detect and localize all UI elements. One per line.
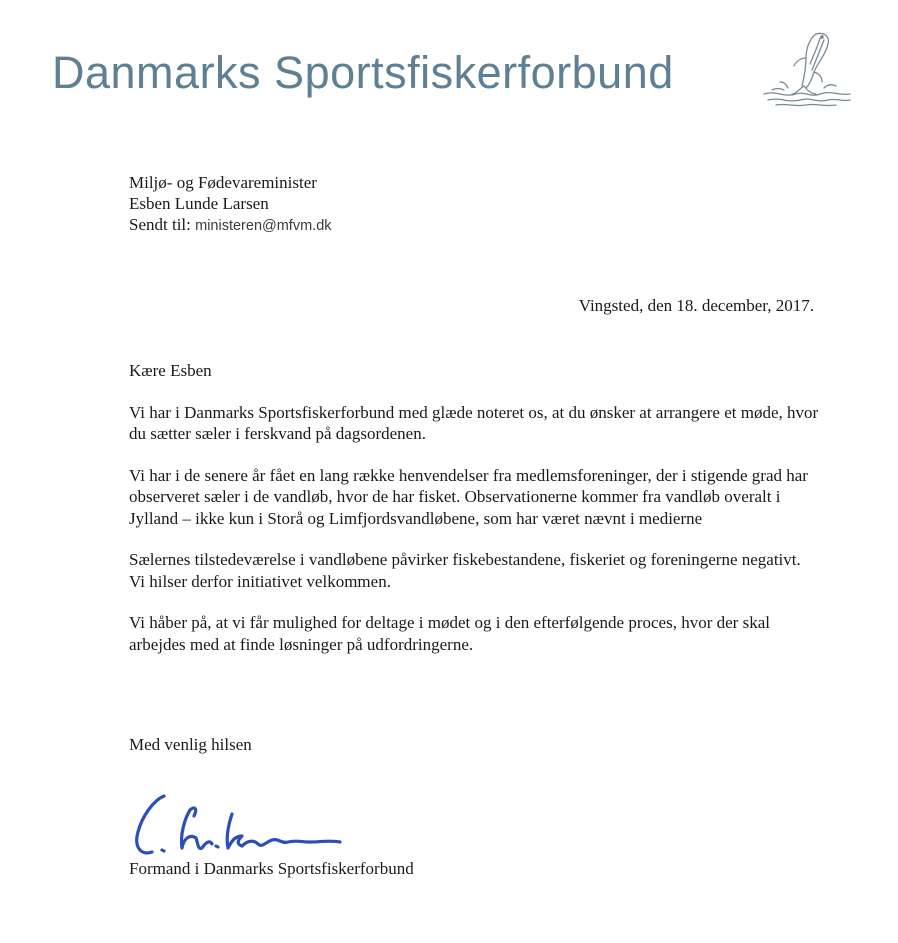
- letterhead-title: Danmarks Sportsfiskerforbund: [52, 47, 674, 98]
- paragraph: Vi håber på, at vi får mulighed for deltage i mødet og i den efterfølgende proces, hvor der skal arbejdes med at finde løsninger på udfordringerne.: [129, 613, 770, 654]
- paragraph: Vi har i Danmarks Sportsfiskerforbund med glæde noteret os, at du ønsker at arrangere et møde, hvor du sætter sæler i ferskvand på dagsordenen.: [129, 402, 819, 443]
- recipient-block: [129, 172, 332, 237]
- recipient-title: Miljø- og Fødevareminister: [129, 173, 317, 192]
- paragraph: Vi har i de senere år fået en lang række henvendelser fra medlemsforeninger, der i stigende grad har observeret sæler i de vandløb, hvor de har fisket. Observationerne kommer fra vandløb overalt i Jylland – ikke kun i Storå og Limfjordsvandløbene, som har været nævnt i medierne: [129, 465, 808, 528]
- recipient-email: ministeren@mfvm.dk: [195, 218, 332, 234]
- recipient-name: Esben Lunde Larsen: [129, 194, 269, 213]
- recipient-email-line: [129, 214, 332, 237]
- letter-body: [129, 360, 819, 675]
- salutation: Kære Esben: [129, 361, 212, 380]
- paragraph: Sælernes tilstedeværelse i vandløbene påvirker fiskebestandene, fiskeriet og foreningerne negativt. Vi hilser derfor initiativet velkommen.: [129, 550, 801, 591]
- date-line: Vingsted, den 18. december, 2017.: [578, 296, 814, 315]
- sent-to-label: Sendt til:: [129, 215, 196, 234]
- closing: Med venlig hilsen: [129, 735, 252, 754]
- handwritten-signature: [124, 790, 364, 862]
- jumping-fish-logo-icon: [758, 28, 854, 108]
- signer-title: Formand i Danmarks Sportsfiskerforbund: [129, 859, 414, 878]
